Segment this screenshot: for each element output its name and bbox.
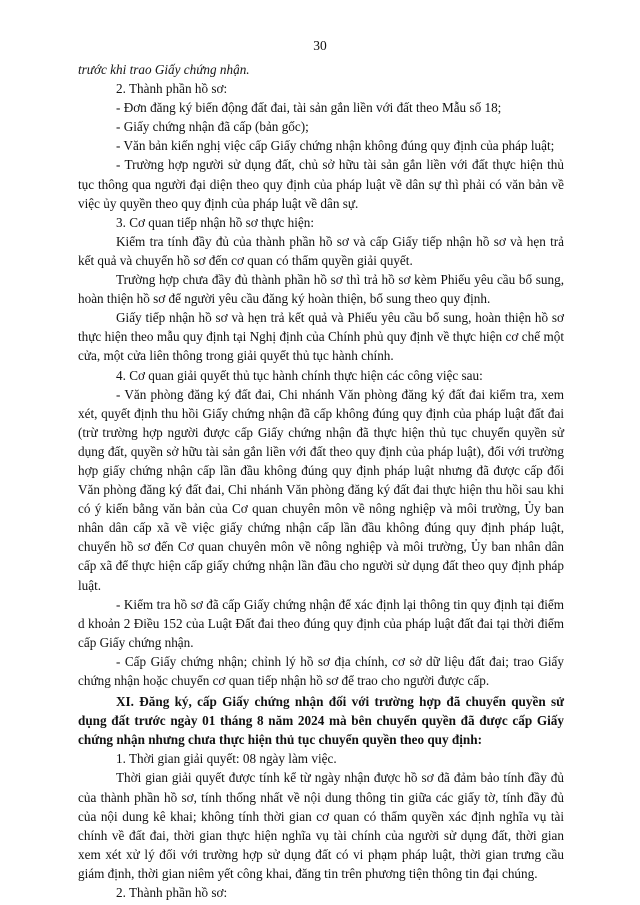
paragraph: trước khi trao Giấy chứng nhận. <box>78 62 250 77</box>
section-label: 1. Thời gian giải quyết: 08 ngày làm việc. <box>116 751 337 767</box>
paragraph: Trường hợp chưa đầy đủ thành phần hồ sơ thì trả hồ sơ kèm Phiếu yêu cầu bổ sung, hoàn thiện hồ sơ để người yêu cầu đăng ký hoàn thiện, bổ sung theo quy định. <box>78 272 564 307</box>
page-number: 30 <box>313 38 327 53</box>
section-heading: XI. Đăng ký, cấp Giấy chứng nhận đối với trường hợp đã chuyển quyền sử dụng đất trước ngày 01 tháng 8 năm 2024 mà bên chuyển quyền đã được cấp Giấy chứng nhận nhưng chưa thực hiện thủ tục chuyển quyền theo quy định: <box>78 694 564 748</box>
list-item: - Văn bản kiến nghị việc cấp Giấy chứng nhận không đúng quy định của pháp luật; <box>116 138 555 154</box>
list-item: - Trường hợp người sử dụng đất, chủ sở hữu tài sản gắn liền với đất thực hiện thủ tục thông qua người đại diện theo quy định của pháp luật về dân sự thì phải có văn bản về việc ủy quyền theo quy định của pháp luật về dân sự. <box>78 157 564 211</box>
section-label: 4. Cơ quan giải quyết thủ tục hành chính thực hiện các công việc sau: <box>116 367 483 383</box>
document-body <box>78 60 564 902</box>
paragraph: Giấy tiếp nhận hồ sơ và hẹn trả kết quả và Phiếu yêu cầu bổ sung, hoàn thiện hồ sơ thực hiện theo mẫu quy định tại Nghị định của Chính phủ quy định về thực hiện cơ chế một cửa, một cửa liên thông trong giải quyết thủ tục hành chính. <box>78 310 564 364</box>
paragraph: Kiểm tra tính đầy đủ của thành phần hồ sơ và cấp Giấy tiếp nhận hồ sơ và hẹn trả kết quả và chuyển hồ sơ đến cơ quan có thẩm quyền giải quyết. <box>78 233 564 268</box>
section-label: 2. Thành phần hồ sơ: <box>116 81 228 97</box>
list-item: - Văn phòng đăng ký đất đai, Chi nhánh Văn phòng đăng ký đất đai kiểm tra, xem xét, quyết định thu hồi Giấy chứng nhận đã cấp không đúng quy định của pháp luật đất đai (trừ trường hợp người được cấp Giấy chứng nhận đã thực hiện thủ tục chuyển quyền sử dụng đất, quyền sở hữu tài sản gắn liền với đất theo quy định của pháp luật), đối với trường hợp giấy chứng nhận cấp lần đầu không đúng quy định pháp luật nhưng đã được cấp đổi Văn phòng đăng ký đất đai, Chi nhánh Văn phòng đăng ký đất đai thực hiện thu hồi sau khi có ý kiến bằng văn bản của Cơ quan chuyên môn về nông nghiệp và môi trường, Ủy ban nhân dân cấp xã về việc giấy chứng nhận cấp lần đầu không đúng quy định pháp luật, chuyển hồ sơ đến Cơ quan chuyên môn về nông nghiệp và môi trường, Ủy ban nhân dân cấp xã để thực hiện cấp giấy chứng nhận lần đầu cho người sử dụng đất theo quy định pháp luật. <box>78 386 564 593</box>
list-item: - Đơn đăng ký biến động đất đai, tài sản gắn liền với đất theo Mẫu số 18; <box>116 100 502 116</box>
list-item: - Cấp Giấy chứng nhận; chỉnh lý hồ sơ địa chính, cơ sở dữ liệu đất đai; trao Giấy chứng nhận hoặc chuyển cơ quan tiếp nhận hồ sơ để trao cho người được cấp. <box>78 653 564 688</box>
section-label: 2. Thành phần hồ sơ: <box>116 885 228 901</box>
paragraph: Thời gian giải quyết được tính kể từ ngày nhận được hồ sơ đã đảm bảo tính đầy đủ của thành phần hồ sơ, tính thống nhất về nội dung thông tin giữa các giấy tờ, tính đầy đủ của nội dung kê khai; không tính thời gian cơ quan có thẩm quyền xác định nghĩa vụ tài chính về đất đai, thời gian thực hiện nghĩa vụ tài chính của người sử dụng đất, thời gian xem xét xử lý đối với trường hợp sử dụng đất có vi phạm pháp luật, thời gian trưng cầu giám định, thời gian niêm yết công khai, đăng tin trên phương tiện thông tin đại chúng. <box>78 770 564 881</box>
list-item: - Kiểm tra hồ sơ đã cấp Giấy chứng nhận để xác định lại thông tin quy định tại điểm d khoản 2 Điều 152 của Luật Đất đai theo đúng quy định của pháp luật đất đai tại thời điểm cấp Giấy chứng nhận. <box>78 596 564 650</box>
list-item: - Giấy chứng nhận đã cấp (bản gốc); <box>116 119 309 135</box>
section-label: 3. Cơ quan tiếp nhận hồ sơ thực hiện: <box>116 214 314 230</box>
